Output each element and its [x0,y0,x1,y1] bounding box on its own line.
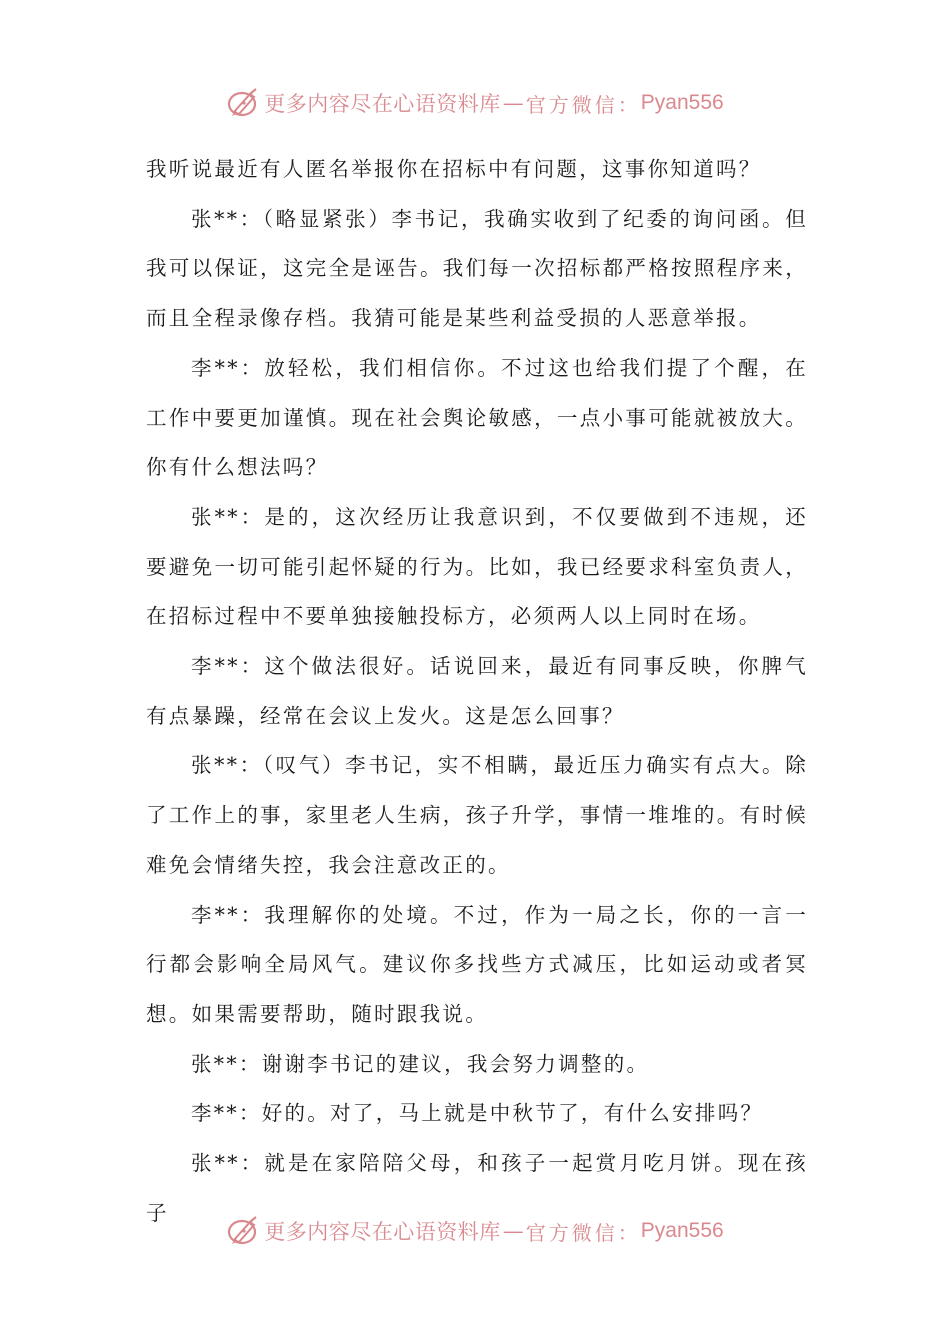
watermark-dash: — [502,1219,524,1243]
paragraph-4: 李**：这个做法很好。话说回来，最近有同事反映，你脾气有点暴躁，经常在会议上发火。这是怎么回事？ [146,654,808,728]
header-watermark [0,83,950,123]
paragraph-0: 我听说最近有人匿名举报你在招标中有问题，这事你知道吗？ [146,157,762,181]
paragraph-7: 张**：谢谢李书记的建议，我会努力调整的。 [191,1051,650,1076]
paragraph-2: 李**：放轻松，我们相信你。不过这也给我们提了个醒，在工作中要更加谨慎。现在社会舆论敏感，一点小事可能就被放大。你有什么想法吗？ [146,355,808,480]
paragraph-9: 张**：就是在家陪陪父母，和孩子一起赏月吃月饼。现在孩子 [146,1151,808,1225]
watermark-wechat-id: Pyan556 [640,1219,724,1242]
footer-watermark [0,1211,950,1251]
pen-logo-icon [226,1214,260,1248]
paragraph-1: 张**：（略显紧张）李书记，我确实收到了纪委的询问函。但我可以保证，这完全是诬告。我们每一次招标都严格按照程序来，而且全程录像存档。我猜可能是某些利益受损的人恶意举报。 [146,206,808,331]
pen-logo-icon [226,86,260,120]
dialogue-body [146,145,808,1238]
watermark-text: 更多内容尽在心语资料库 [264,1220,501,1244]
watermark-text: 更多内容尽在心语资料库 [264,92,501,116]
watermark-dash: — [502,91,524,115]
paragraph-5: 张**：（叹气）李书记，实不相瞒，最近压力确实有点大。除了工作上的事，家里老人生病，孩子升学，事情一堆堆的。有时候难免会情绪失控，我会注意改正的。 [146,753,808,877]
paragraph-6: 李**：我理解你的处境。不过，作为一局之长，你的一言一行都会影响全局风气。建议你多找些方式减压，比如运动或者冥想。如果需要帮助，随时跟我说。 [146,902,808,1026]
paragraph-8: 李**：好的。对了，马上就是中秋节了，有什么安排吗？ [191,1101,764,1126]
paragraph-3: 张**：是的，这次经历让我意识到，不仅要做到不违规，还要避免一切可能引起怀疑的行为。比如，我已经要求科室负责人，在招标过程中不要单独接触投标方，必须两人以上同时在场。 [146,504,808,629]
watermark-official-label: 官方微信： [525,92,641,117]
watermark-wechat-id: Pyan556 [640,91,724,114]
watermark-official-label: 官方微信： [525,1220,641,1245]
